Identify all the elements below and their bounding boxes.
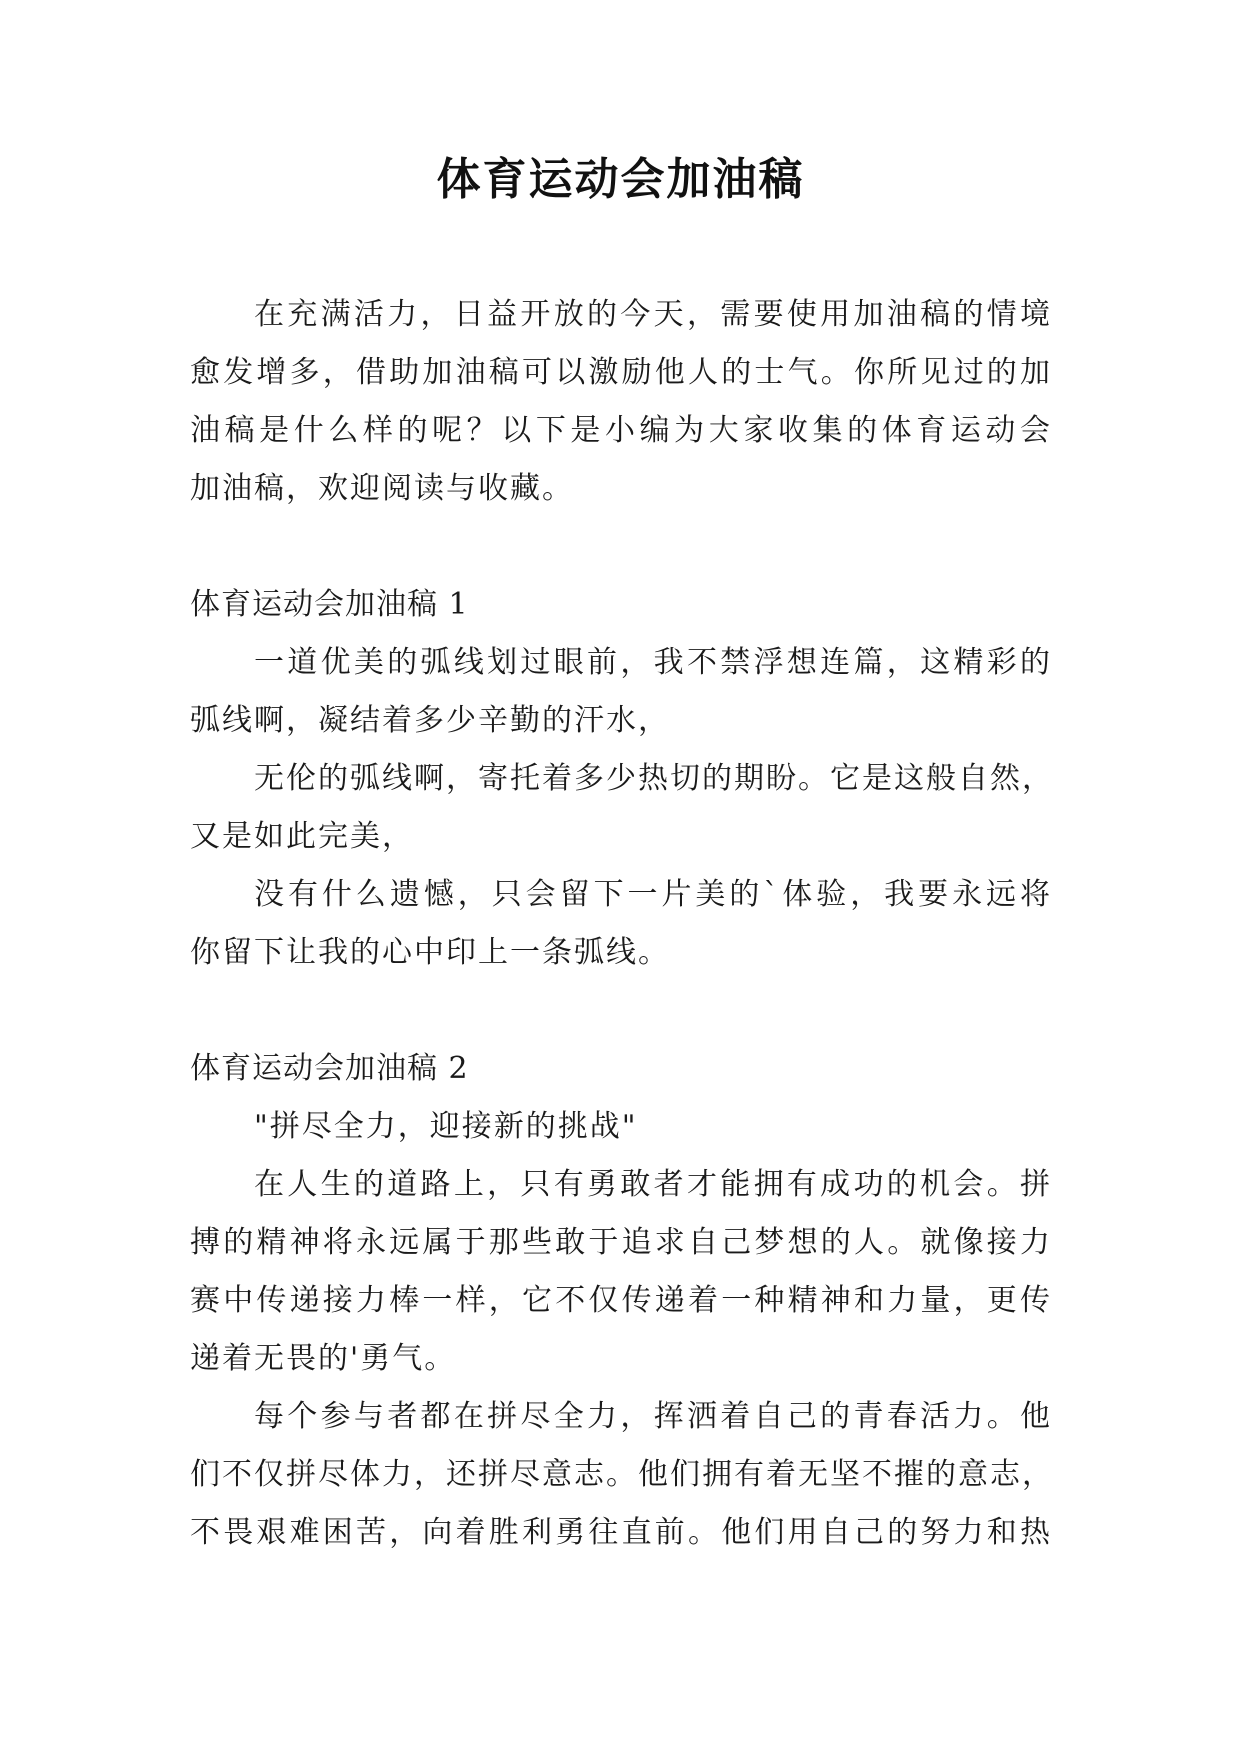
section-line: 在人生的道路上，只有勇敢者才能拥有成功的机会。拼 <box>254 1167 1052 1202</box>
intro-line: 愈发增多，借助加油稿可以激励他人的士气。你所见过的加 <box>190 355 1052 390</box>
section-heading: 体育运动会加油稿 1 <box>190 587 469 622</box>
section-line: 你留下让我的心中印上一条弧线。 <box>190 935 670 970</box>
section-line: 弧线啊，凝结着多少辛勤的汗水， <box>190 703 670 738</box>
paragraph-gap <box>190 518 1052 576</box>
intro-line: 在充满活力，日益开放的今天，需要使用加油稿的情境 <box>254 297 1052 332</box>
section-line: 赛中传递接力棒一样，它不仅传递着一种精神和力量，更传 <box>190 1283 1052 1318</box>
document-body <box>190 286 1052 1562</box>
section-line: "拼尽全力，迎接新的挑战" <box>254 1109 638 1144</box>
paragraph-gap <box>190 982 1052 1040</box>
section-heading: 体育运动会加油稿 2 <box>190 1051 469 1086</box>
section-line: 搏的精神将永远属于那些敢于追求自己梦想的人。就像接力 <box>190 1225 1052 1260</box>
section-line: 一道优美的弧线划过眼前，我不禁浮想连篇，这精彩的 <box>254 645 1052 680</box>
section-line: 们不仅拼尽体力，还拼尽意志。他们拥有着无坚不摧的意志， <box>190 1457 1054 1492</box>
intro-line: 加油稿，欢迎阅读与收藏。 <box>190 471 574 506</box>
section-line: 无伦的弧线啊，寄托着多少热切的期盼。它是这般自然， <box>254 761 1054 796</box>
section-line: 又是如此完美， <box>190 819 414 854</box>
section-line: 不畏艰难困苦，向着胜利勇往直前。他们用自己的努力和热 <box>190 1515 1052 1550</box>
section-line: 没有什么遗憾，只会留下一片美的`体验，我要永远将 <box>254 877 1052 912</box>
page-title: 体育运动会加油稿 <box>436 154 805 205</box>
section-line: 递着无畏的'勇气。 <box>190 1341 457 1376</box>
section-line: 每个参与者都在拼尽全力，挥洒着自己的青春活力。他 <box>254 1399 1052 1434</box>
intro-line: 油稿是什么样的呢？以下是小编为大家收集的体育运动会 <box>190 413 1052 448</box>
